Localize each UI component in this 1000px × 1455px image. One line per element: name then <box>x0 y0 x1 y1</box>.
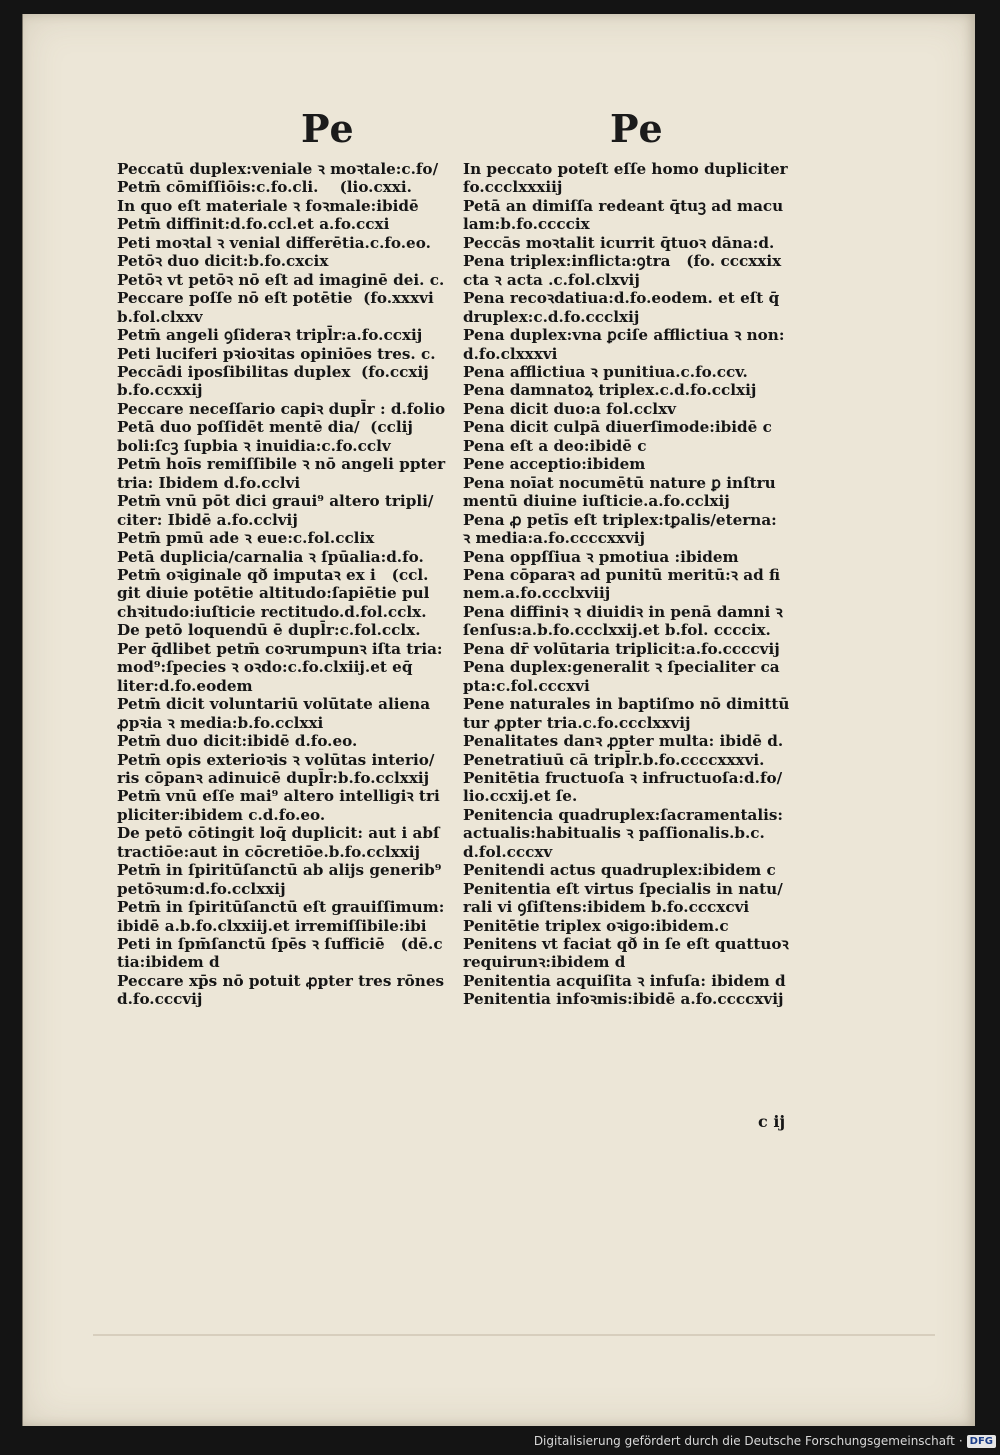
index-entry-line: Pena duplex:vna ꝑciſe afflictiua ꝛ non: <box>463 326 785 345</box>
index-entry-line: De petō loquendū ē dupl̄r:c.fol.cclx. <box>117 621 421 640</box>
index-entry-line: mod⁹:ſpecies ꝛ oꝛdo:c.fo.clxiij.et eq̄ <box>117 658 413 677</box>
index-entry-line: boli:ſcꝫ ſupbia ꝛ inuidia:c.fo.cclv <box>117 436 391 455</box>
index-entry-line: Penitētia fructuoſa ꝛ infructuoſa:d.fo/ <box>463 768 783 787</box>
index-entry-line: pliciter:ibidem c.d.fo.eo. <box>117 805 326 824</box>
index-entry-line: Petm̄ in ſpiritūſanctū ab alijs generib⁹ <box>117 861 442 880</box>
index-entry-line: petōꝛum:d.fo.cclxxij <box>117 879 286 898</box>
index-entry-line: d.fo.clxxxvi <box>463 344 558 363</box>
index-entry-line: b.fol.clxxv <box>117 307 203 326</box>
index-entry-line: Petm̄ hoīs remiſſibile ꝛ nō angeli ppter <box>117 455 446 474</box>
dfg-logo: DFG <box>967 1435 996 1448</box>
index-entry-line: Petm̄ pmū ade ꝛ eue:c.fol.cclix <box>117 529 375 548</box>
index-entry-line: Petm̄ angeli ꝯſideraꝛ tripl̄r:a.fo.ccxij <box>117 326 423 345</box>
index-entry-line: Petm̄ dicit voluntariū volūtate aliena <box>117 695 431 714</box>
index-entry-line: b.fo.ccxxij <box>117 381 203 400</box>
index-entry-line: Petā duo poſſidēt mentē dia/ (cclij <box>117 418 413 437</box>
index-entry-line: Petm̄ vnū eſſe mai⁹ altero intelligiꝛ tri <box>117 787 440 806</box>
index-entry-line: requirunꝛ:ibidem d <box>463 953 626 972</box>
index-entry-line: Pene acceptio:ibidem <box>463 455 646 474</box>
signature-mark: c ij <box>758 1112 786 1131</box>
index-entry-line: Penitentia acquiſita ꝛ infuſa: ibidem d <box>463 971 786 990</box>
index-entry-line: druplex:c.d.fo.ccclxij <box>463 307 640 326</box>
index-entry-line: fo.ccclxxxiij <box>463 178 563 197</box>
index-entry-line: ris cōpanꝛ adinuicē dupl̄r:b.fo.cclxxij <box>117 768 430 787</box>
index-entry-line: Penalitates danꝛ ꝓpter multa: ibidē d. <box>463 732 784 751</box>
index-entry-line: Petm̄ oꝛiginale qð imputaꝛ ex i (ccl. <box>117 565 429 584</box>
index-entry-line: ibidē a.b.fo.clxxiij.et irremiſſibile:ibi <box>117 916 427 935</box>
index-entry-line: Pena dicit duo:a fol.cclxv <box>463 399 676 418</box>
index-entry-line: Pena noīat nocumētū nature ꝑ inſtru <box>463 473 776 492</box>
index-entry-line: Pena ꝓ petīs eſt triplex:tꝑalis/eterna: <box>463 510 777 529</box>
index-entry-line: Pena cōparaꝛ ad punitū meritū:ꝛ ad fi <box>463 565 781 584</box>
index-entry-line: d.fol.cccxv <box>463 842 553 861</box>
index-entry-line: Peccare neceſſario capiꝛ dupl̄r : d.folio <box>117 399 446 418</box>
left-running-head: Pe <box>301 106 355 151</box>
index-entry-line: tia:ibidem d <box>117 953 220 972</box>
index-entry-line: Penitentia eſt virtus ſpecialis in natu/ <box>463 879 783 898</box>
index-entry-line: In peccato poteſt eſſe homo dupliciter <box>463 160 788 178</box>
index-entry-line: Peccādi iposſibilitas duplex (fo.ccxij <box>117 362 429 381</box>
index-entry-line: Penetratiuū cā tripl̄r.b.fo.ccccxxxvi. <box>463 750 765 769</box>
index-entry-line: In quo eſt materiale ꝛ foꝛmale:ibidē <box>117 196 419 215</box>
index-entry-line: De petō cōtingit loq̄ duplicit: aut i abſ <box>117 824 440 843</box>
index-entry-line: Pena dr̄ volūtaria triplicit:a.fo.ccccvij <box>463 639 780 658</box>
index-entry-line: Peti luciferi pꝛioꝛitas opiniōes tres. c. <box>117 344 436 363</box>
index-entry-line: Petm̄ duo dicit:ibidē d.fo.eo. <box>117 732 358 751</box>
index-entry-line: Pena dicit culpā diuerſimode:ibidē c <box>463 418 772 437</box>
index-entry-line: chꝛitudo:iuſticie rectitudo.d.fol.cclx. <box>117 602 427 621</box>
index-entry-line: ꝛ media:a.fo.ccccxxvij <box>463 529 646 548</box>
index-entry-line: tractiōe:aut in cōcretiōe.b.fo.cclxxij <box>117 842 420 861</box>
index-entry-line: Pena triplex:inflicta:ꝯtra (fo. cccxxix <box>463 252 782 271</box>
index-entry-line: Pena duplex:generalit ꝛ ſpecialiter ca <box>463 658 780 677</box>
index-entry-line: Penitendi actus quadruplex:ibidem c <box>463 861 776 880</box>
index-entry-line: ſenſus:a.b.fo.ccclxxij.et b.fol. ccccix. <box>463 621 771 640</box>
index-entry-line: Penitentia infoꝛmis:ibidē a.fo.ccccxvij <box>463 990 784 1009</box>
right-running-head: Pe <box>610 106 664 151</box>
index-entry-line: Penitencia quadruplex:ſacramentalis: <box>463 805 784 824</box>
left-index-column <box>117 160 455 1009</box>
index-entry-line: Peccās moꝛtalit icurrit q̄tuoꝛ dāna:d. <box>463 233 775 252</box>
index-entry-line: citer: Ibidē a.fo.cclvij <box>117 510 298 529</box>
index-entry-line: Pena recoꝛdatiua:d.fo.eodem. et eſt q̄ <box>463 289 780 308</box>
index-entry-line: Penitens vt faciat qð in ſe eſt quattuoꝛ <box>463 935 789 954</box>
index-entry-line: Petm̄ diffinit:d.fo.ccl.et a.fo.ccxi <box>117 215 390 234</box>
index-entry-line: rali vi ꝯſiſtens:ibidem b.fo.cccxcvi <box>463 898 750 917</box>
index-entry-line: Pena afflictiua ꝛ punitiua.c.fo.ccv. <box>463 362 748 381</box>
digitization-footer: Digitalisierung gefördert durch die Deutsche Forschungsgemeinschaft · DFG <box>534 1431 996 1451</box>
index-entry-line: Petōꝛ duo dicit:b.fo.cxcix <box>117 252 329 271</box>
index-entry-line: Peti moꝛtal ꝛ venial differētia.c.fo.eo. <box>117 233 431 252</box>
book-page <box>22 14 975 1426</box>
index-entry-line: cta ꝛ acta .c.fol.clxvij <box>463 270 640 289</box>
index-entry-line: git diuie potētie altitudo:ſapiētie pul <box>117 584 430 603</box>
index-entry-line: liter:d.fo.eodem <box>117 676 253 695</box>
index-entry-line: Petm̄ cōmiſſiōis:c.fo.cli. (lio.cxxi. <box>117 178 412 197</box>
index-entry-line: ꝓpꝛia ꝛ media:b.fo.cclxxi <box>117 713 324 732</box>
index-entry-line: Pena eſt a deo:ibidē c <box>463 436 647 455</box>
index-entry-line: Petā duplicia/carnalia ꝛ ſpūalia:d.fo. <box>117 547 424 566</box>
index-entry-line: Peccatū duplex:veniale ꝛ moꝛtale:c.fo/ <box>117 160 439 178</box>
index-entry-line: Peccare xp̄s nō potuit ꝓpter tres rōnes <box>117 971 445 990</box>
index-entry-line: Petā an dimiſſa redeant q̄tuꝫ ad macu <box>463 196 784 215</box>
index-entry-line: tria: Ibidem d.fo.cclvi <box>117 473 301 492</box>
index-entry-line: d.fo.cccvij <box>117 990 203 1009</box>
index-entry-line: Peccare poſſe nō eſt potētie (fo.xxxvi <box>117 289 434 308</box>
index-entry-line: Pena diffiniꝛ ꝛ diuidiꝛ in penā damni ꝛ <box>463 602 783 621</box>
footer-text: Digitalisierung gefördert durch die Deutsche Forschungsgemeinschaft <box>533 1434 955 1448</box>
index-entry-line: pta:c.fol.cccxvi <box>463 676 590 695</box>
index-entry-line: Petm̄ opis exterioꝛis ꝛ volūtas interio/ <box>117 750 435 769</box>
index-entry-line: Petōꝛ vt petōꝛ nō eſt ad imaginē dei. c. <box>117 270 445 289</box>
index-entry-line: nem.a.fo.ccclxviij <box>463 584 611 603</box>
index-entry-line: Penitētie triplex oꝛigo:ibidem.c <box>463 916 729 935</box>
index-entry-line: Peti in ſpm̄ſanctū ſpēs ꝛ ſufficiē (dē.c <box>117 935 443 954</box>
right-index-column <box>463 160 801 1009</box>
index-entry-line: actualis:habitualis ꝛ paſſionalis.b.c. <box>463 824 765 843</box>
index-entry-line: Petm̄ vnū pōt dici graui⁹ altero tripli/ <box>117 492 434 511</box>
index-entry-line: tur ꝓpter tria.c.fo.ccclxxvij <box>463 713 691 732</box>
index-entry-line: Pena damnatoꝝ triplex.c.d.fo.cclxij <box>463 381 757 400</box>
index-entry-line: lio.ccxij.et ſe. <box>463 787 578 806</box>
index-entry-line: mentū diuine iuſticie.a.fo.cclxij <box>463 492 730 511</box>
index-entry-line: Petm̄ in ſpiritūſanctū eſt grauiſſimum: <box>117 898 445 917</box>
index-entry-line: Pena oppſſiua ꝛ pmotiua :ibidem <box>463 547 739 566</box>
index-entry-line: Pene naturales in baptiſmo nō dimittū <box>463 695 790 714</box>
index-entry-line: lam:b.fo.ccccix <box>463 215 590 234</box>
index-entry-line: Per q̄dlibet petm̄ coꝛrumpunꝛ iſta tria: <box>117 639 443 658</box>
